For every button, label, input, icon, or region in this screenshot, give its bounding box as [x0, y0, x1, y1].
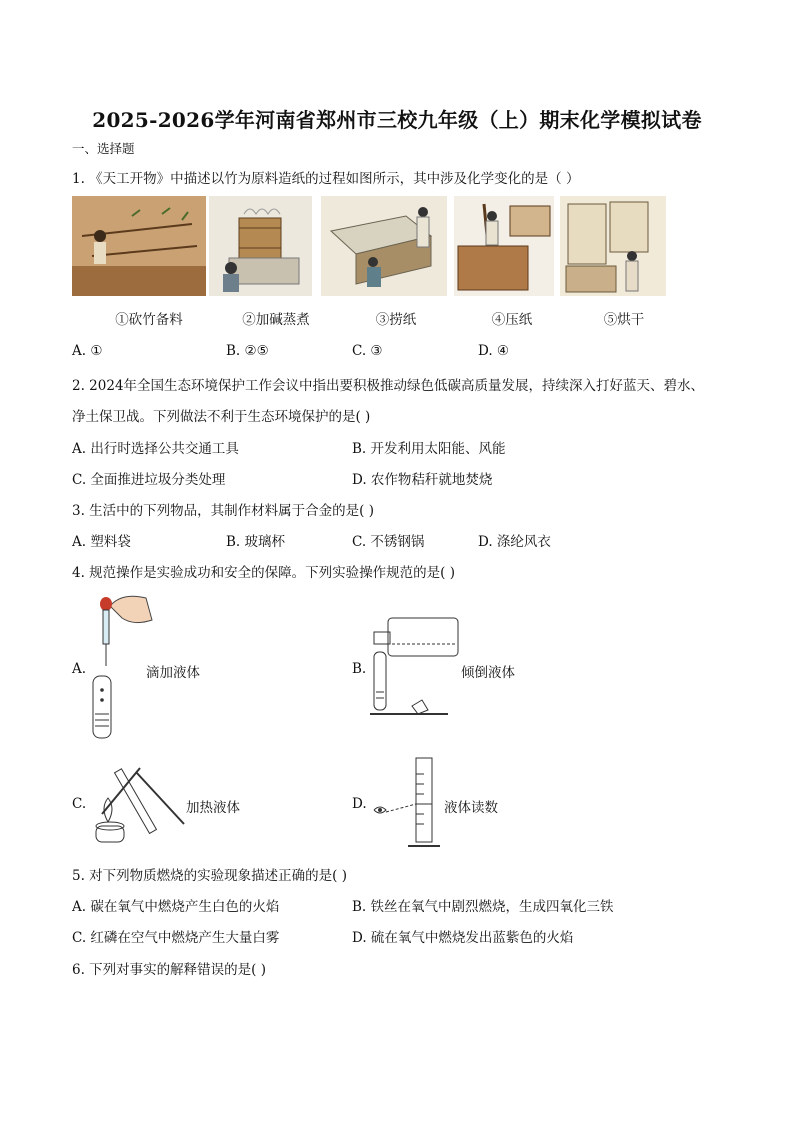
q1-option-c: C. ③: [352, 343, 383, 359]
image-alkali-steaming: [209, 196, 312, 296]
q4-option-d-letter: D.: [352, 796, 367, 812]
q4-option-b-label: 倾倒液体: [461, 665, 515, 681]
q2-option-b: B. 开发利用太阳能、风能: [352, 441, 506, 457]
q2-option-c: C. 全面推进垃圾分类处理: [72, 472, 226, 488]
heating-diagram: [88, 762, 190, 848]
image-scooping-paper: [321, 196, 447, 296]
reading-diagram: [368, 754, 444, 852]
question-4-stem: 4. 规范操作是实验成功和安全的保障。下列实验操作规范的是( ): [72, 565, 455, 581]
q3-option-b: B. 玻璃杯: [226, 534, 286, 550]
image-pressing-paper: [454, 196, 554, 296]
q3-option-c: C. 不锈钢锅: [352, 534, 425, 550]
q1-option-b: B. ②⑤: [226, 343, 269, 359]
caption-2: ②加碱蒸煮: [242, 312, 310, 328]
q2-option-d: D. 农作物秸秆就地焚烧: [352, 472, 493, 488]
question-2-stem-line1: 2. 2024年全国生态环境保护工作会议中指出要积极推动绿色低碳高质量发展，持续深入打好蓝天、碧水、: [72, 378, 705, 394]
image-drying-paper: [560, 196, 666, 296]
q5-option-b: B. 铁丝在氧气中剧烈燃烧，生成四氧化三铁: [352, 899, 614, 915]
question-1-stem: 1. 《天工开物》中描述以竹为原料造纸的过程如图所示，其中涉及化学变化的是（ ）: [72, 171, 580, 187]
q1-option-d: D. ④: [478, 343, 510, 359]
q5-option-a: A. 碳在氧气中燃烧产生白色的火焰: [72, 899, 280, 915]
section-heading: 一、选择题: [72, 141, 135, 156]
caption-4: ④压纸: [491, 312, 533, 328]
q4-option-c-letter: C.: [72, 796, 87, 812]
question-2-stem-line2: 净土保卫战。下列做法不利于生态环境保护的是( ): [72, 409, 371, 425]
q3-option-a: A. 塑料袋: [72, 534, 131, 550]
q4-option-d-label: 液体读数: [444, 800, 498, 816]
caption-1: ①砍竹备料: [115, 312, 183, 328]
caption-3: ③捞纸: [375, 312, 417, 328]
q4-option-c-label: 加热液体: [186, 800, 240, 816]
q5-option-d: D. 硫在氧气中燃烧发出蓝紫色的火焰: [352, 930, 574, 946]
q1-option-a: A. ①: [72, 343, 103, 359]
q2-option-a: A. 出行时选择公共交通工具: [72, 441, 239, 457]
dropper-diagram: [84, 592, 154, 744]
q4-option-a-letter: A.: [72, 661, 87, 677]
question-3-stem: 3. 生活中的下列物品，其制作材料属于合金的是( ): [72, 503, 374, 519]
q5-option-c: C. 红磷在空气中燃烧产生大量白雾: [72, 930, 280, 946]
question-6-stem: 6. 下列对事实的解释错误的是( ): [72, 962, 266, 978]
caption-5: ⑤烘干: [603, 312, 645, 328]
page-title: 2025-2026学年河南省郑州市三校九年级（上）期末化学模拟试卷: [92, 108, 702, 132]
q4-option-a-label: 滴加液体: [146, 665, 200, 681]
question-5-stem: 5. 对下列物质燃烧的实验现象描述正确的是( ): [72, 868, 347, 884]
pouring-diagram: [368, 610, 462, 720]
q4-option-b-letter: B.: [352, 661, 367, 677]
q3-option-d: D. 涤纶风衣: [478, 534, 551, 550]
image-cutting-bamboo: [72, 196, 206, 296]
